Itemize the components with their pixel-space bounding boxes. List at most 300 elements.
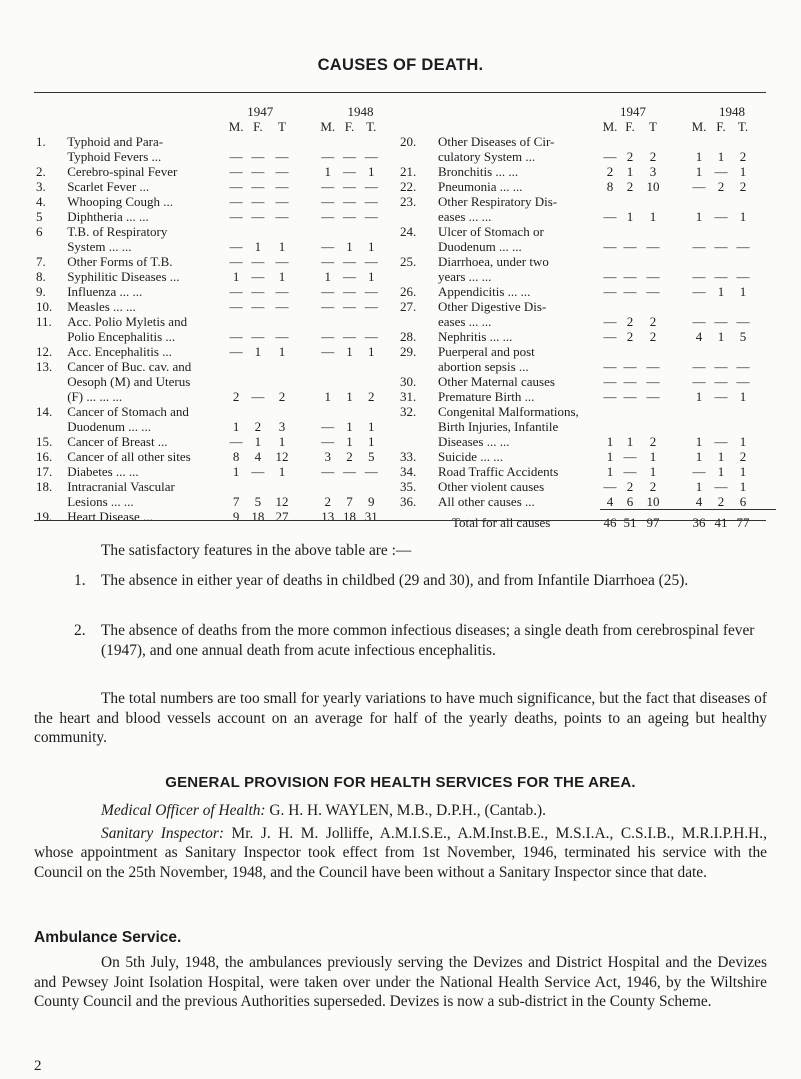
- table-row: [398, 149, 776, 164]
- row-number: 21.: [400, 164, 417, 179]
- spacer-cell: [360, 404, 382, 419]
- cause-label: Premature Birth ...: [438, 389, 535, 404]
- spacer-cell: [317, 374, 339, 389]
- spacer-cell: [754, 179, 776, 194]
- spacer-cell: [339, 479, 361, 494]
- cause-label: Typhoid and Para-: [67, 134, 164, 149]
- value-cell: 1: [368, 344, 375, 359]
- row-number: 19.: [36, 509, 53, 524]
- spacer-cell: [225, 314, 247, 329]
- value-cell: —: [275, 254, 289, 269]
- table-row: [398, 404, 776, 419]
- row-number: 25.: [400, 254, 417, 269]
- spacer-cell: [225, 374, 247, 389]
- value-cell: —: [251, 164, 265, 179]
- spacer-cell: [754, 434, 776, 449]
- spacer-cell: [688, 134, 710, 149]
- value-cell: —: [275, 299, 289, 314]
- row-number: 9.: [36, 284, 46, 299]
- spacer-cell: [34, 239, 67, 254]
- page-number: 2: [34, 1058, 42, 1074]
- table-row: [398, 374, 776, 389]
- value-cell: —: [623, 284, 637, 299]
- cause-label: Nephritis ... ...: [438, 329, 513, 344]
- table-row: [398, 464, 776, 479]
- spacer-cell: [754, 359, 776, 374]
- spacer-cell: [666, 419, 688, 434]
- spacer-cell: [666, 284, 688, 299]
- value-cell: 1: [695, 209, 703, 224]
- value-cell: 2: [232, 389, 240, 404]
- spacer-cell: [754, 194, 776, 209]
- value-cell: —: [343, 464, 357, 479]
- value-cell: —: [251, 179, 265, 194]
- cause-label: Lesions ... ...: [67, 494, 134, 509]
- value-cell: 31: [364, 509, 378, 524]
- row-number: 8.: [36, 269, 46, 284]
- table-row: [398, 434, 776, 449]
- value-cell: —: [343, 179, 357, 194]
- spacer-cell: [710, 254, 732, 269]
- table-row: [34, 359, 404, 374]
- spacer-cell: [640, 419, 666, 434]
- value-cell: 1: [649, 449, 657, 464]
- value-cell: 3: [649, 164, 657, 179]
- spacer-cell: [640, 224, 666, 239]
- value-cell: —: [646, 389, 660, 404]
- spacer-cell: [247, 404, 269, 419]
- row-number: 6: [36, 224, 43, 239]
- table-row: [398, 449, 776, 464]
- value-cell: 2: [324, 494, 332, 509]
- section-heading: GENERAL PROVISION FOR HEALTH SERVICES FOR THE AREA.: [165, 774, 636, 791]
- cause-label: Measles ... ...: [67, 299, 136, 314]
- value-cell: 1: [606, 464, 614, 479]
- spacer-cell: [710, 404, 732, 419]
- spacer-cell: [620, 419, 640, 434]
- spacer-cell: [295, 464, 317, 479]
- value-cell: 4: [695, 329, 703, 344]
- value-cell: —: [603, 209, 617, 224]
- spacer-cell: [247, 224, 269, 239]
- value-cell: —: [736, 359, 750, 374]
- spacer-cell: [317, 314, 339, 329]
- table-row: [398, 134, 776, 149]
- cause-label: Bronchitis ... ...: [438, 164, 519, 179]
- value-cell: —: [603, 389, 617, 404]
- spacer-cell: [666, 449, 688, 464]
- value-cell: 2: [649, 329, 657, 344]
- spacer-cell: [360, 359, 382, 374]
- value-cell: —: [364, 194, 378, 209]
- cause-label: Other Forms of T.B.: [67, 254, 173, 269]
- value-cell: —: [603, 329, 617, 344]
- value-cell: —: [251, 149, 265, 164]
- table-bottom-rule: [34, 520, 766, 521]
- table-row: [34, 494, 404, 509]
- total-value: 36: [688, 510, 710, 531]
- spacer-cell: [710, 299, 732, 314]
- spacer-cell: [295, 344, 317, 359]
- sanitary-value: Mr. J. H. M. Jolliffe, A.M.I.S.E., A.M.Inst.B.E., M.S.I.A., C.S.I.B., M.R.I.P.H.H., whose appointment as Sanitary Inspector took effect from 1st November, 1946, terminated his service with the Council on the 25th November, 1948, and the Council have been without a Sanitary Inspector since that date.: [34, 824, 767, 881]
- page-title: CAUSES OF DEATH.: [317, 56, 484, 74]
- row-number: 7.: [36, 254, 46, 269]
- value-cell: —: [364, 329, 378, 344]
- table-row: [398, 389, 776, 404]
- column-header: F.: [253, 119, 263, 134]
- value-cell: —: [714, 269, 728, 284]
- value-cell: —: [251, 299, 265, 314]
- spacer-cell: [225, 224, 247, 239]
- value-cell: 1: [278, 269, 286, 284]
- spacer-cell: [754, 374, 776, 389]
- value-cell: 6: [739, 494, 747, 509]
- spacer-cell: [732, 419, 754, 434]
- spacer-cell: [666, 164, 688, 179]
- causes-table-left: [34, 104, 404, 524]
- table-row: [34, 284, 404, 299]
- value-cell: 1: [346, 419, 353, 434]
- spacer-cell: [620, 344, 640, 359]
- spacer-cell: [600, 404, 620, 419]
- cause-label: Polio Encephalitis ...: [67, 329, 176, 344]
- value-cell: —: [714, 359, 728, 374]
- spacer-cell: [688, 404, 710, 419]
- spacer-cell: [732, 254, 754, 269]
- spacer-cell: [269, 374, 295, 389]
- table-row: [34, 479, 404, 494]
- spacer-cell: [317, 479, 339, 494]
- value-cell: 1: [606, 449, 614, 464]
- spacer-cell: [754, 299, 776, 314]
- spacer-cell: [620, 194, 640, 209]
- value-cell: 1: [278, 434, 286, 449]
- list-item: [74, 621, 766, 660]
- value-cell: —: [229, 164, 243, 179]
- table-row: [398, 419, 776, 434]
- cause-label: Scarlet Fever ...: [67, 179, 150, 194]
- cause-label: Other violent causes: [438, 479, 545, 494]
- spacer-cell: [247, 479, 269, 494]
- value-cell: 2: [739, 149, 747, 164]
- value-cell: 10: [646, 179, 660, 194]
- spacer-cell: [34, 374, 67, 389]
- causes-table-right: [398, 104, 776, 530]
- table-row: [34, 194, 404, 209]
- spacer-cell: [339, 359, 361, 374]
- spacer-cell: [295, 404, 317, 419]
- value-cell: 5: [368, 449, 375, 464]
- value-cell: 2: [368, 389, 375, 404]
- row-number: 18.: [36, 479, 53, 494]
- total-value: 41: [710, 510, 732, 531]
- cause-label: Road Traffic Accidents: [438, 464, 559, 479]
- value-cell: 1: [346, 239, 353, 254]
- spacer-cell: [295, 119, 317, 134]
- spacer-cell: [295, 299, 317, 314]
- cause-label: abortion sepsis ...: [438, 359, 529, 374]
- table-row: [398, 179, 776, 194]
- value-cell: 1: [254, 434, 262, 449]
- value-cell: —: [623, 374, 637, 389]
- spacer-cell: [398, 209, 438, 224]
- value-cell: 1: [717, 464, 725, 479]
- value-cell: 2: [278, 389, 286, 404]
- value-cell: —: [603, 284, 617, 299]
- table-row: [398, 194, 776, 209]
- value-cell: 2: [717, 179, 725, 194]
- value-cell: 1: [278, 464, 286, 479]
- row-number: 12.: [36, 344, 53, 359]
- cause-label: Cancer of Stomach and: [67, 404, 189, 419]
- spacer-cell: [317, 359, 339, 374]
- spacer-cell: [754, 134, 776, 149]
- spacer-cell: [269, 404, 295, 419]
- table-row: [34, 434, 404, 449]
- spacer-cell: [295, 269, 317, 284]
- column-header: T: [649, 119, 657, 134]
- value-cell: 1: [695, 479, 703, 494]
- value-cell: —: [364, 179, 378, 194]
- spacer-cell: [754, 284, 776, 299]
- spacer-cell: [398, 419, 438, 434]
- spacer-cell: [339, 314, 361, 329]
- spacer-cell: [34, 389, 67, 404]
- table-row: [34, 419, 404, 434]
- value-cell: 2: [606, 164, 614, 179]
- table-row: [34, 299, 404, 314]
- table-row: [34, 134, 404, 149]
- value-cell: —: [623, 359, 637, 374]
- row-number: 13.: [36, 359, 53, 374]
- cause-label: All other causes ...: [438, 494, 535, 509]
- cause-label: Other Diseases of Cir-: [438, 134, 555, 149]
- value-cell: 1: [739, 464, 747, 479]
- value-cell: —: [251, 389, 265, 404]
- spacer-cell: [640, 194, 666, 209]
- table-row: [398, 344, 776, 359]
- cause-label: Acc. Encephalitis ...: [67, 344, 172, 359]
- table-row: [398, 494, 776, 510]
- table-row: [34, 314, 404, 329]
- spacer-cell: [666, 299, 688, 314]
- spacer-cell: [67, 104, 225, 119]
- value-cell: 1: [324, 389, 332, 404]
- cause-label: T.B. of Respiratory: [67, 224, 168, 239]
- spacer-cell: [600, 299, 620, 314]
- value-cell: 1: [254, 239, 262, 254]
- column-header: F.: [625, 119, 635, 134]
- spacer-cell: [295, 254, 317, 269]
- spacer-cell: [247, 374, 269, 389]
- cause-label: years ... ...: [438, 269, 492, 284]
- value-cell: —: [321, 329, 335, 344]
- value-cell: —: [714, 389, 728, 404]
- value-cell: 4: [254, 449, 262, 464]
- column-header: M.: [320, 119, 336, 134]
- value-cell: —: [714, 479, 728, 494]
- spacer-cell: [398, 314, 438, 329]
- cause-label: Duodenum ... ...: [438, 239, 522, 254]
- row-number: 1.: [36, 134, 46, 149]
- value-cell: 1: [606, 434, 614, 449]
- list-number: 1.: [74, 572, 86, 589]
- value-cell: 1: [232, 269, 240, 284]
- value-cell: 7: [232, 494, 240, 509]
- table-row: [398, 299, 776, 314]
- spacer-cell: [754, 464, 776, 479]
- value-cell: 2: [717, 494, 725, 509]
- table-row: [398, 269, 776, 284]
- row-number: 2.: [36, 164, 46, 179]
- value-cell: 1: [368, 434, 375, 449]
- table-row: [398, 254, 776, 269]
- value-cell: 3: [278, 419, 286, 434]
- cause-label: Other Respiratory Dis-: [438, 194, 558, 209]
- spacer-cell: [600, 224, 620, 239]
- cause-label: Cancer of Breast ...: [67, 434, 168, 449]
- list-number: 2.: [74, 622, 86, 639]
- spacer-cell: [34, 149, 67, 164]
- value-cell: —: [229, 194, 243, 209]
- spacer-cell: [666, 374, 688, 389]
- value-cell: —: [251, 284, 265, 299]
- spacer-cell: [360, 224, 382, 239]
- spacer-cell: [398, 119, 438, 134]
- spacer-cell: [754, 494, 776, 510]
- spacer-cell: [732, 194, 754, 209]
- value-cell: 1: [739, 479, 747, 494]
- value-cell: —: [343, 299, 357, 314]
- value-cell: —: [603, 374, 617, 389]
- cause-label: Puerperal and post: [438, 344, 535, 359]
- value-cell: —: [623, 239, 637, 254]
- value-cell: —: [364, 209, 378, 224]
- spacer-cell: [666, 254, 688, 269]
- value-cell: 1: [324, 164, 332, 179]
- value-cell: —: [275, 149, 289, 164]
- spacer-cell: [600, 419, 620, 434]
- table-row: [34, 464, 404, 479]
- value-cell: 1: [717, 284, 725, 299]
- value-cell: 13: [321, 509, 335, 524]
- value-cell: —: [736, 269, 750, 284]
- spacer-cell: [666, 179, 688, 194]
- table-row: [398, 359, 776, 374]
- table-row: [34, 224, 404, 239]
- spacer-cell: [269, 224, 295, 239]
- cause-label: Heart Disease ...: [67, 509, 153, 524]
- spacer-cell: [295, 449, 317, 464]
- list-item: [74, 571, 766, 591]
- table-row: [398, 164, 776, 179]
- spacer-cell: [666, 494, 688, 510]
- row-number: 29.: [400, 344, 417, 359]
- cause-label: System ... ...: [67, 239, 132, 254]
- spacer-cell: [295, 149, 317, 164]
- table-row: [34, 389, 404, 404]
- value-cell: —: [321, 209, 335, 224]
- value-cell: —: [275, 329, 289, 344]
- value-cell: —: [229, 179, 243, 194]
- spacer-cell: [754, 479, 776, 494]
- value-cell: 1: [368, 419, 375, 434]
- spacer-cell: [666, 119, 688, 134]
- spacer-cell: [34, 419, 67, 434]
- spacer-cell: [67, 119, 225, 134]
- value-cell: —: [692, 284, 706, 299]
- spacer-cell: [666, 434, 688, 449]
- value-cell: —: [714, 164, 728, 179]
- spacer-cell: [710, 224, 732, 239]
- table-row: [398, 329, 776, 344]
- spacer-cell: [754, 254, 776, 269]
- sanitary-label: Sanitary Inspector:: [101, 824, 224, 842]
- value-cell: —: [343, 269, 357, 284]
- row-number: 22.: [400, 179, 417, 194]
- value-cell: 5: [254, 494, 262, 509]
- table-row: [398, 224, 776, 239]
- spacer-cell: [317, 134, 339, 149]
- totals-paragraph: The total numbers are too small for yearly variations to have much significance, but the fact that diseases of the heart and blood vessels account on an average for half of the yearly deaths, points to an ageing but healthy community.: [34, 690, 767, 746]
- value-cell: 3: [324, 449, 332, 464]
- cause-label: Congenital Malformations,: [438, 404, 579, 419]
- value-cell: 1: [739, 209, 747, 224]
- spacer-cell: [688, 254, 710, 269]
- spacer-cell: [398, 104, 438, 119]
- spacer-cell: [666, 359, 688, 374]
- value-cell: 2: [649, 434, 657, 449]
- value-cell: —: [229, 284, 243, 299]
- spacer-cell: [225, 359, 247, 374]
- cause-label: Intracranial Vascular: [67, 479, 175, 494]
- value-cell: 1: [717, 149, 725, 164]
- value-cell: —: [714, 374, 728, 389]
- value-cell: —: [714, 314, 728, 329]
- column-header: T.: [366, 119, 377, 134]
- total-label: Total for all causes: [452, 514, 551, 530]
- value-cell: 1: [717, 329, 725, 344]
- spacer-cell: [317, 404, 339, 419]
- value-cell: 1: [739, 284, 747, 299]
- value-cell: 1: [695, 434, 703, 449]
- list-text: The absence of deaths from the more common infectious diseases; a single death from cerebrospinal fever (1947), and one annual death from acute infectious encephalitis.: [101, 622, 755, 659]
- spacer-cell: [620, 254, 640, 269]
- value-cell: —: [275, 179, 289, 194]
- spacer-cell: [339, 374, 361, 389]
- value-cell: —: [229, 344, 243, 359]
- value-cell: —: [646, 359, 660, 374]
- spacer-cell: [247, 359, 269, 374]
- spacer-cell: [295, 284, 317, 299]
- total-value: 97: [640, 510, 666, 531]
- value-cell: 1: [739, 389, 747, 404]
- spacer-cell: [398, 434, 438, 449]
- cause-label: Diarrhoea, under two: [438, 254, 549, 269]
- table-row: [34, 254, 404, 269]
- value-cell: —: [736, 239, 750, 254]
- cause-label: Acc. Polio Myletis and: [67, 314, 188, 329]
- spacer-cell: [295, 359, 317, 374]
- spacer-cell: [295, 179, 317, 194]
- value-cell: 27: [275, 509, 289, 524]
- table-row: [34, 344, 404, 359]
- value-cell: 4: [695, 494, 703, 509]
- spacer-cell: [600, 134, 620, 149]
- value-cell: 10: [646, 494, 660, 509]
- spacer-cell: [295, 134, 317, 149]
- value-cell: 12: [275, 449, 289, 464]
